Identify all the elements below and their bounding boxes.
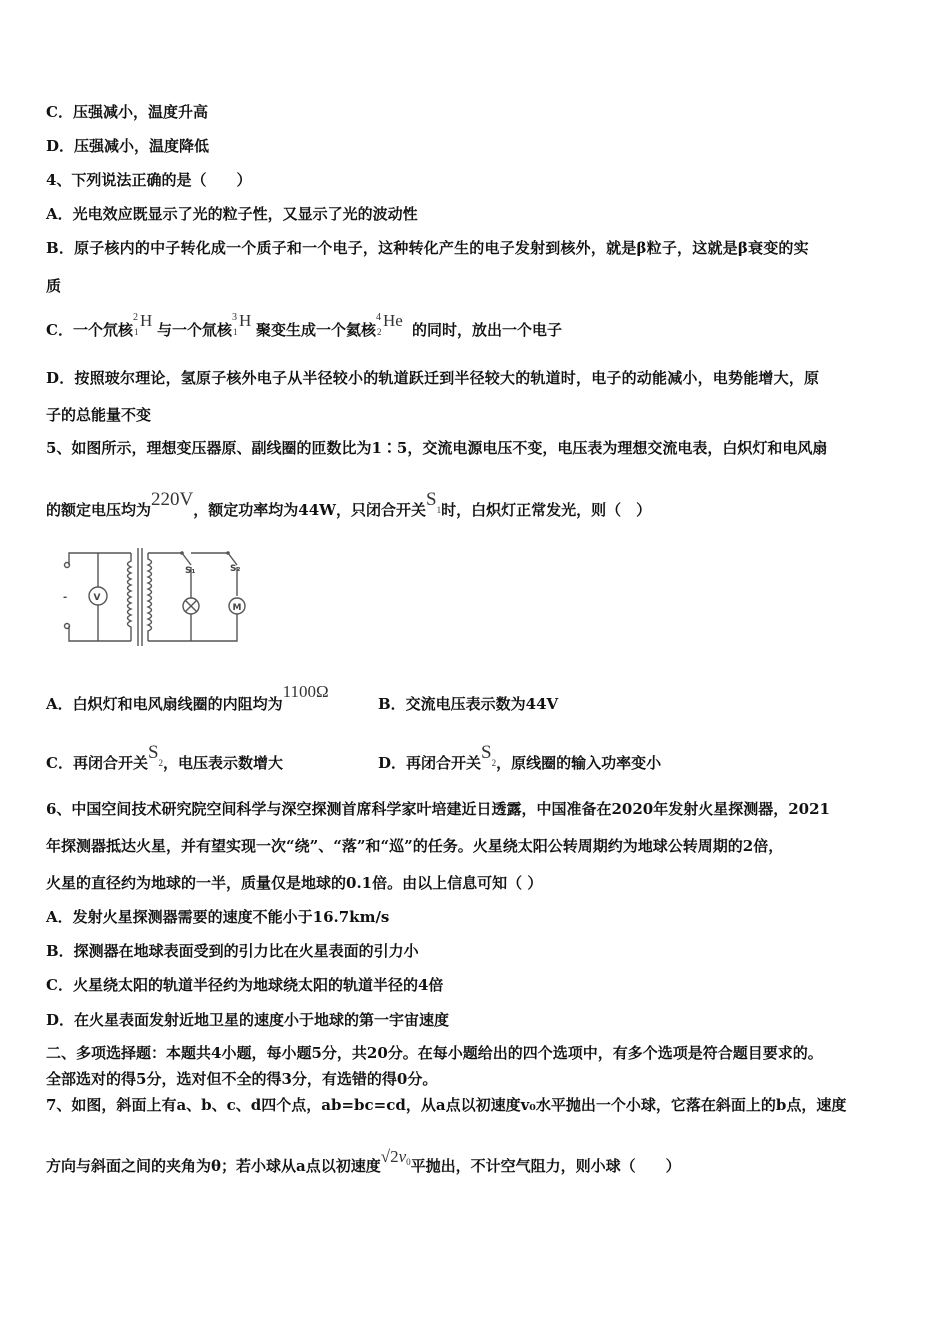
motor-label: M [232,603,242,613]
q5-option-c [46,742,284,775]
wire-primary-bottom [69,626,131,641]
q6-stem-line3: 火星的直径约为地球的一半，质量仅是地球的0.1倍。由以上信息可知（ ） [46,874,543,892]
q4-option-c-text4: 的同时，放出一个电子 [411,321,562,339]
q6-stem-line2: 年探测器抵达火星，并有望实现一次“绕”、“落”和“巡”的任务。火星绕太阳公转周期约为地球公转周期的2倍， [46,837,784,855]
q4-option-a: A．光电效应既显示了光的粒子性，又显示了光的波动性 [46,205,418,223]
switch-s2-pivot [226,551,230,555]
rated-voltage: 220V [151,489,194,510]
nuclide-symbol: He [382,311,403,330]
q4-option-b-line1: B．原子核内的中子转化成一个质子和一个电子，这种转化产生的电子发射到核外，就是β粒子，这就是β衰变的实 [46,239,809,257]
switch-s2-symbol: S [481,742,492,763]
nuclide-symbol: H [238,311,252,330]
switch-s1-symbol: S [425,489,437,510]
nuclide-tritium [231,311,256,337]
q7-stem-text2: 平抛出，不计空气阻力，则小球（ ） [410,1157,681,1175]
q5-option-a [46,682,329,714]
nuclide-atomic: 1 [133,327,139,337]
q5-stem-text2: ，额定功率均为44W，只闭合开关 [193,501,426,519]
q5-option-d [378,742,662,775]
speed-v: v [398,1147,407,1166]
switch-s1-subscript: 1 [436,505,442,515]
q4-stem: 4、下列说法正确的是（ ） [46,171,252,189]
voltmeter-label: V [93,593,101,603]
q5-option-c-text2: ，电压表示数增大 [163,754,284,772]
q4-option-c-text1: C．一个氘核 [46,321,133,339]
q5-stem-text1: 的额定电压均为 [46,501,152,519]
nuclide-atomic: 2 [376,327,382,337]
nuclide-atomic: 1 [232,327,238,337]
speed-subscript: 0 [406,1157,411,1167]
q5-option-b: B．交流电压表示数为44V [378,695,559,713]
q6-option-a: A．发射火星探测器需要的速度不能小于16.7km/s [46,908,390,926]
nuclide-mass: 2 [132,312,138,323]
q6-option-b: B．探测器在地球表面受到的引力比在火星表面的引力小 [46,942,419,960]
q5-option-d-text2: ，原线圈的输入功率变小 [496,754,662,772]
q4-option-d-line2: 子的总能量不变 [46,406,152,424]
nuclide-deuterium [132,311,157,337]
q5-option-a-text: A．白炽灯和电风扇线圈的内阻均为 [46,695,283,713]
switch-s2-symbol: S [147,742,159,763]
q6-option-d: D．在火星表面发射近地卫星的速度小于地球的第一宇宙速度 [46,1011,450,1029]
q3-option-d: D．压强减小，温度降低 [46,137,210,155]
switch-s2-subscript: 2 [491,758,497,768]
q5-stem-line2 [46,489,652,522]
q6-stem-line1: 6、中国空间技术研究院空间科学与深空探测首席科学家叶培建近日透露，中国准备在2020年发射火星探测器，2021 [46,800,830,818]
transformer-circuit-diagram [58,543,248,648]
q7-stem-line1: 7、如图，斜面上有a、b、c、d四个点，ab=bc=cd，从a点以初速度v₀水平抛出一个小球，它落在斜面上的b点，速度 [46,1096,847,1114]
section2-line2: 全部选对的得5分，选对但不全的得3分，有选错的得0分。 [46,1070,438,1088]
speed-radical: √2 [380,1147,399,1166]
secondary-coil [148,553,152,641]
q5-stem-line1: 5、如图所示，理想变压器原、副线圈的匝数比为1∶5，交流电源电压不变，电压表为理想交流电表，白炽灯和电风扇 [46,439,828,457]
q5-option-a-resistance: 1100Ω [282,682,329,701]
switch-s1 [182,553,191,565]
q5-option-c-text1: C．再闭合开关 [46,754,148,772]
q4-option-b-line2: 质 [46,277,62,295]
wire-primary-top [69,553,131,565]
q5-stem-text3: 时，白炽灯正常发光，则（ ） [441,501,652,519]
q7-stem-line2 [46,1147,681,1178]
section2-line1: 二、多项选择题：本题共4小题，每小题5分，共20分。在每小题给出的四个选项中，有多个选项是符合题目要求的。 [46,1044,823,1062]
q6-option-c: C．火星绕太阳的轨道半径约为地球绕太阳的轨道半径的4倍 [46,976,444,994]
switch-s2-subscript: 2 [158,758,164,768]
q5-option-d-text1: D．再闭合开关 [378,754,482,772]
wire-secondary-bottom [148,614,237,641]
q4-option-c-text3: 聚变生成一个氦核 [255,321,376,339]
switch-s2-label: S₂ [230,564,241,574]
switch-s1-label: S₁ [185,566,196,576]
nuclide-mass: 4 [375,312,381,323]
q7-stem-text1: 方向与斜面之间的夹角为θ；若小球从a点以初速度 [46,1157,381,1175]
nuclide-symbol: H [139,311,153,330]
switch-s1-pivot [180,551,184,555]
q4-option-d-line1: D．按照玻尔理论，氢原子核外电子从半径较小的轨道跃迁到半径较大的轨道时，电子的动能减小，电势能增大，原 [46,369,820,387]
q4-option-c-text2: 与一个氚核 [156,321,232,339]
nuclide-helium [375,311,412,337]
terminal-minus-label: - [63,592,68,603]
nuclide-mass: 3 [231,312,237,323]
q4-option-c [46,311,562,340]
q3-option-c: C．压强减小，温度升高 [46,103,208,121]
primary-coil [128,553,132,641]
